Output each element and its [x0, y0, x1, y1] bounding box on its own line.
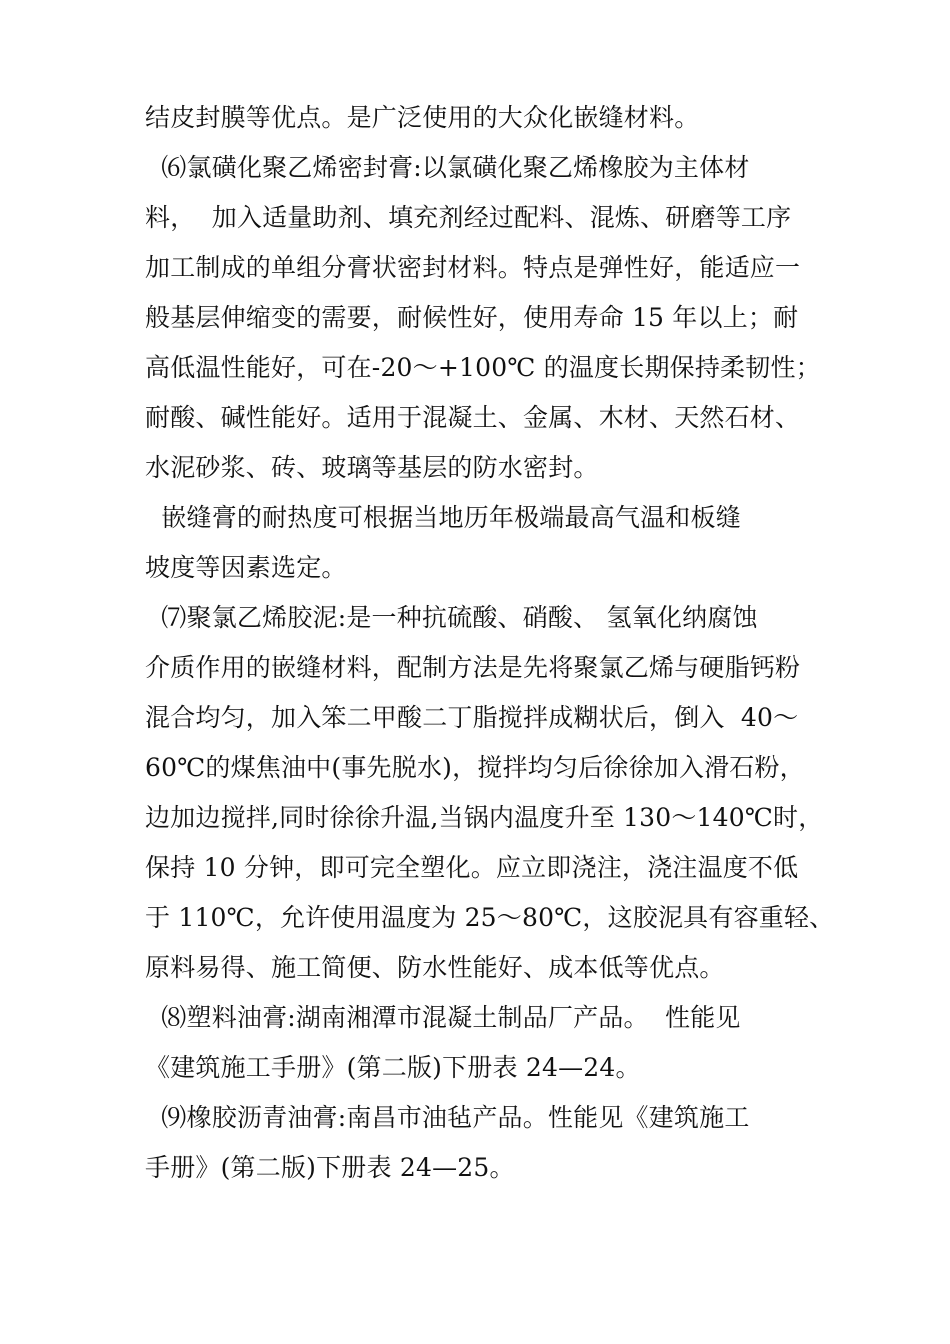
text-line: 边加边搅拌,同时徐徐升温,当锅内温度升至 130～140℃时，	[145, 803, 824, 832]
text-line: 坡度等因素选定。	[145, 553, 347, 582]
text-line: 耐酸、碱性能好。适用于混凝土、金属、木材、天然石材、	[145, 403, 801, 432]
text-line: 料， 加入适量助剂、填充剂经过配料、混炼、研磨等工序	[145, 203, 792, 232]
text-line: 保持 10 分钟，即可完全塑化。应立即浇注，浇注温度不低	[145, 853, 799, 882]
text-line: 加工制成的单组分膏状密封材料。特点是弹性好，能适应一	[145, 253, 801, 282]
text-line: 水泥砂浆、砖、玻璃等基层的防水密封。	[145, 453, 599, 482]
text-line: ⑻塑料油膏:湖南湘潭市混凝土制品厂产品。 性能见	[145, 1003, 741, 1032]
text-line: ⑹氯磺化聚乙烯密封膏:以氯磺化聚乙烯橡胶为主体材	[145, 153, 750, 182]
text-line: 《建筑施工手册》(第二版)下册表 24—24。	[145, 1053, 641, 1082]
text-line: 高低温性能好，可在-20～+100℃ 的温度长期保持柔韧性；	[145, 353, 821, 382]
text-line: ⑺聚氯乙烯胶泥:是一种抗硫酸、硝酸、 氢氧化纳腐蚀	[145, 603, 758, 632]
text-line: 原料易得、施工简便、防水性能好、成本低等优点。	[145, 953, 725, 982]
text-line: 于 110℃，允许使用温度为 25～80℃，这胶泥具有容重轻、	[145, 903, 835, 932]
text-line: 手册》(第二版)下册表 24—25。	[145, 1153, 515, 1182]
text-line: 结皮封膜等优点。是广泛使用的大众化嵌缝材料。	[145, 103, 700, 132]
text-line: 60℃的煤焦油中(事先脱水)，搅拌均匀后徐徐加入滑石粉，	[145, 753, 805, 782]
text-line: ⑼橡胶沥青油膏:南昌市油毡产品。性能见《建筑施工	[145, 1103, 750, 1132]
text-line: 介质作用的嵌缝材料，配制方法是先将聚氯乙烯与硬脂钙粉	[145, 653, 801, 682]
text-line: 嵌缝膏的耐热度可根据当地历年极端最高气温和板缝	[145, 503, 741, 532]
text-line: 般基层伸缩变的需要，耐候性好，使用寿命 15 年以上；耐	[145, 303, 799, 332]
text-line: 混合均匀，加入笨二甲酸二丁脂搅拌成糊状后，倒入 40～	[145, 703, 799, 732]
